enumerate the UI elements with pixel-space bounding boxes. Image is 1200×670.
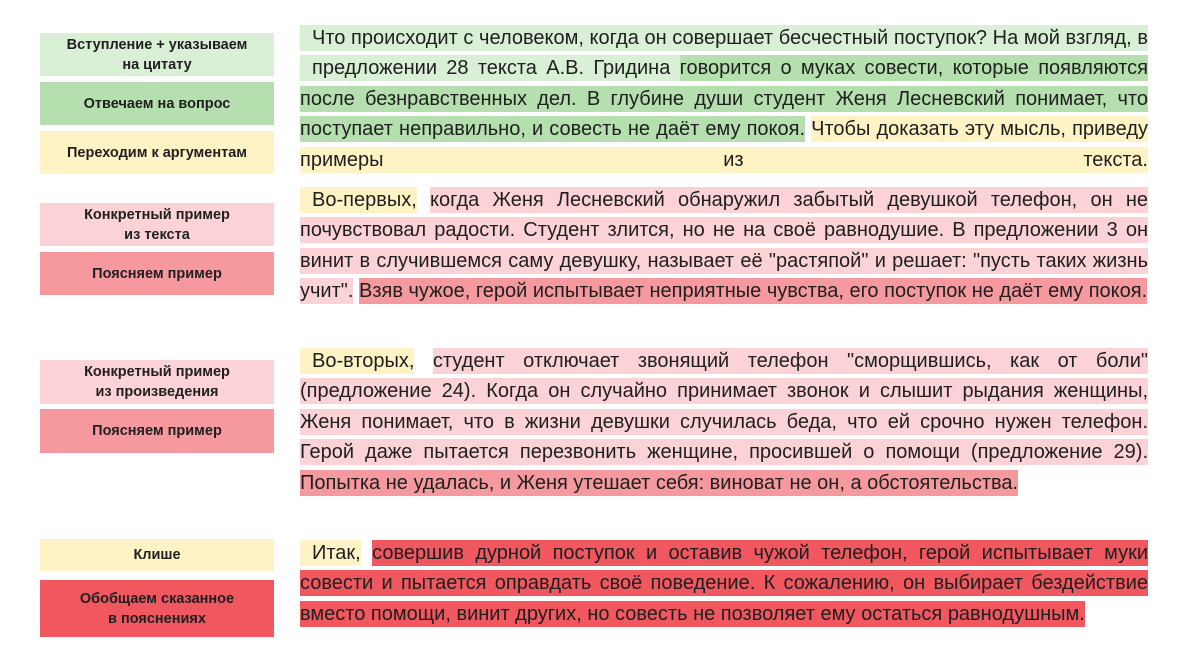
legend-intro: Вступление + указываем на цитату [40,33,274,76]
cliche-second: Во-вторых, [300,348,414,374]
legend-example-text: Конкретный пример из текста [40,203,274,246]
cliche-first: Во-первых, [300,187,417,213]
example-text-1: когда Женя Лесневский обнаружил забытый девушкой телефон, он не почувствовал радости. Студент злится, но не на своё равнодушие. В предложении 3 он винит в случившемся саму девушку, называет её "растяпой" и решает: "пусть таких жизнь учит". [300,189,1148,303]
summary-text: совершив дурной поступок и оставив чужой телефон, герой испытывает муки совести и пытается оправдать своё поведение. К сожалению, он выбирает бездействие вместо помощи, винит других, но совесть не позволяет ему остаться равнодушным. [300,542,1148,625]
explain-text-2: Попытка не удалась, и Женя утешает себя: виноват не он, а обстоятельства. [300,471,1019,494]
paragraph-second-argument [300,346,1148,498]
paragraph-first-argument [300,185,1148,307]
legend-explain-2: Поясняем пример [40,409,274,453]
intro-text: Что происходит с человеком, когда он совершает бесчестный поступок? На мой взгляд, в предложении 28 текста А.В. Гридина [300,25,1148,81]
legend-cliche: Клише [40,539,274,571]
legend-summary: Обобщаем сказанное в пояснениях [40,580,274,637]
legend-answer: Отвечаем на вопрос [40,82,274,125]
answer-text: говорится о муках совести, которые появляются после безнравственных дел. В глубине души студент Женя Лесневский понимает, что поступает неправильно, и совесть не даёт ему покоя. [300,57,1148,141]
paragraph-conclusion [300,538,1148,629]
paragraph-intro [300,23,1148,175]
legend-transition: Переходим к аргументам [40,131,274,174]
transition-text: Чтобы доказать эту мысль, приведу примеры из текста. [300,118,1148,171]
cliche-conclusion: Итак, [300,540,361,566]
explain-text-1: Взяв чужое, герой испытывает неприятные чувства, его поступок не даёт ему покоя. [358,280,1148,303]
legend-example-work: Конкретный пример из произведения [40,360,274,404]
example-text-2: студент отключает звонящий телефон "сморщившись, как от боли" (предложение 24). Когда он случайно принимает звонок и слышит рыдания женщины, Женя понимает, что в жизни девушки случилась беда, что ей срочно нужен телефон. Герой даже пытается перезвонить женщине, просившей о помощи (предложение 29). [300,350,1149,464]
legend-explain-1: Поясняем пример [40,252,274,295]
